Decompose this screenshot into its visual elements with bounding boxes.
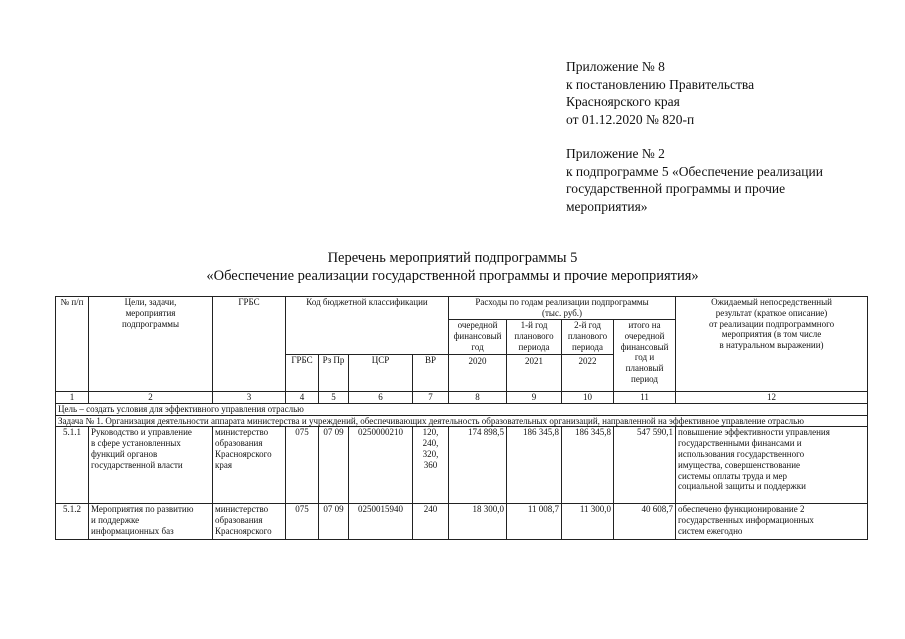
appendix-line: от 01.12.2020 № 820-п (566, 111, 695, 127)
year-label-line: 1-й год (520, 320, 548, 330)
col-number: 3 (213, 392, 286, 404)
result-line: государственных информационных (678, 515, 814, 526)
row-rzpr: 07 09 (319, 504, 349, 540)
row-2021: 186 345,8 (507, 427, 562, 504)
header-num (56, 297, 89, 392)
col-number: 5 (319, 392, 349, 404)
grbs-line: министерство (215, 504, 269, 515)
year-value: 2021 (507, 354, 561, 367)
vr-line: 320, (422, 448, 439, 459)
col-number: 10 (562, 392, 614, 404)
col-number: 7 (413, 392, 449, 404)
goal-row (56, 403, 868, 415)
col-number: 2 (89, 392, 213, 404)
header-result (676, 297, 868, 392)
appendix-line: к постановлению Правительства (566, 76, 755, 92)
appendix-line: государственной программы и прочие (566, 181, 786, 196)
year-label-line: финансовый (453, 330, 502, 341)
title-line-2: «Обеспечение реализации государственной программы и прочие мероприятия» (206, 268, 699, 284)
year-label-line: год (471, 341, 484, 352)
header-year-2020 (449, 320, 507, 392)
vr-line: 120, (422, 427, 439, 438)
appendix-line: Приложение № 2 (566, 146, 665, 161)
row-result (676, 427, 868, 504)
appendix-8-block (566, 58, 754, 128)
vr-line: 360 (423, 459, 438, 470)
row-total: 40 608,7 (614, 504, 676, 540)
task-row (56, 415, 868, 427)
col-number: 6 (349, 392, 413, 404)
row-2021: 11 008,7 (507, 504, 562, 540)
appendix-line: мероприятия» (566, 198, 648, 214)
total-label-line: итого на (628, 320, 661, 330)
header-num-text: № п/п (60, 297, 84, 307)
result-line: социальной защиты и поддержки (678, 481, 806, 492)
col-number: 11 (614, 392, 676, 404)
header-kbk: Код бюджетной классификации (286, 297, 449, 355)
appendix-2-block (566, 145, 823, 215)
row-grbs-name (213, 504, 286, 540)
col-number: 8 (449, 392, 507, 404)
result-line: повышение эффективности управления (678, 427, 830, 438)
goal-text: Цель – создать условия для эффективного управления отраслью (56, 403, 868, 415)
header-result-line: мероприятия (в том числе (721, 329, 822, 340)
header-result-line: результат (краткое описание) (715, 307, 828, 318)
grbs-line: Красноярского (215, 448, 272, 459)
total-label-line: очередной (624, 330, 665, 341)
year-label-line: планового (567, 330, 608, 341)
table-row (56, 504, 868, 540)
row-grbs-code: 075 (286, 504, 319, 540)
document-title (0, 249, 905, 285)
header-result-line: от реализации подпрограммного (708, 318, 835, 329)
col-number: 1 (56, 392, 89, 404)
appendix-line: Красноярского края (566, 94, 680, 109)
grbs-line: Красноярского (215, 525, 272, 536)
total-label-line: период (631, 373, 658, 384)
row-activity-name (89, 427, 213, 504)
year-label-line: очередной (457, 320, 498, 330)
row-rzpr: 07 09 (319, 427, 349, 504)
grbs-line: образования (215, 515, 263, 526)
header-year-2022 (562, 320, 614, 392)
activity-line: Мероприятия по развитию (91, 504, 194, 515)
activity-line: государственной власти (91, 459, 183, 470)
activities-table (55, 296, 868, 540)
header-kbk-csr: ЦСР (349, 355, 413, 392)
row-vr (413, 427, 449, 504)
row-num: 5.1.1 (56, 427, 89, 504)
result-line: обеспечено функционирование 2 (678, 504, 805, 515)
grbs-line: образования (215, 438, 263, 449)
activity-line: Руководство и управление (91, 427, 192, 438)
year-label-line: 2-й год (574, 320, 601, 330)
row-activity-name (89, 504, 213, 540)
row-2022: 11 300,0 (562, 504, 614, 540)
total-label-line: год и (634, 352, 655, 363)
year-value: 2020 (449, 354, 506, 367)
table-row (56, 427, 868, 504)
activity-line: функций органов (91, 448, 158, 459)
row-grbs-name (213, 427, 286, 504)
header-kbk-rzpr: Рз Пр (319, 355, 349, 392)
row-csr: 0250000210 (349, 427, 413, 504)
year-label-line: периода (572, 341, 603, 352)
row-csr: 0250015940 (349, 504, 413, 540)
year-label-line: планового (514, 330, 554, 341)
col-number: 4 (286, 392, 319, 404)
activity-line: и поддержке (91, 515, 140, 526)
grbs-line: края (215, 459, 233, 470)
header-grbs: ГРБС (213, 297, 286, 392)
total-label-line: плановый (625, 363, 664, 374)
row-2022: 186 345,8 (562, 427, 614, 504)
header-kbk-vr: ВР (413, 355, 449, 392)
header-goals-line: подпрограммы (121, 318, 180, 329)
header-kbk-grbs: ГРБС (286, 355, 319, 392)
result-line: имущества, совершенствование (678, 459, 801, 470)
header-row (56, 297, 868, 320)
header-goals-line: мероприятия (125, 307, 176, 318)
header-year-2021 (507, 320, 562, 392)
task-text: Задача № 1. Организация деятельности аппарата министерства и учреждений, обеспечивающих деятельность образовательных организаций, направленной на эффективное управление отраслью (56, 415, 868, 427)
header-expenses-line: (тыс. руб.) (541, 307, 583, 318)
total-label-line: финансовый (620, 341, 669, 352)
header-expenses (449, 297, 676, 320)
header-result-line: в натуральном выражении) (719, 340, 824, 351)
result-line: системы оплаты труда и мер (678, 470, 787, 481)
row-vr (413, 504, 449, 540)
result-line: систем ежегодно (678, 525, 743, 536)
year-value: 2022 (562, 354, 613, 367)
header-expenses-line: Расходы по годам реализации подпрограммы (475, 297, 649, 307)
row-total: 547 590,1 (614, 427, 676, 504)
activity-line: информационных баз (91, 525, 174, 536)
grbs-line: министерство (215, 427, 269, 438)
row-num: 5.1.2 (56, 504, 89, 540)
appendix-line: к подпрограмме 5 «Обеспечение реализации (566, 163, 823, 179)
result-line: государственными финансами и (678, 438, 802, 449)
year-label-line: периода (518, 341, 550, 352)
title-line-1: Перечень мероприятий подпрограммы 5 (327, 250, 578, 266)
row-2020: 18 300,0 (449, 504, 507, 540)
header-total (614, 320, 676, 392)
result-line: использования государственного (678, 448, 805, 459)
row-grbs-code: 075 (286, 427, 319, 504)
activity-line: в сфере установленных (91, 438, 181, 449)
column-number-row (56, 392, 868, 404)
col-number: 9 (507, 392, 562, 404)
appendix-line: Приложение № 8 (566, 59, 665, 74)
vr-line: 240 (423, 504, 438, 515)
row-2020: 174 898,5 (449, 427, 507, 504)
row-result (676, 504, 868, 540)
header-result-line: Ожидаемый непосредственный (711, 297, 832, 307)
header-goals (89, 297, 213, 392)
col-number: 12 (676, 392, 868, 404)
header-goals-line: Цели, задачи, (124, 297, 177, 307)
vr-line: 240, (422, 438, 439, 449)
